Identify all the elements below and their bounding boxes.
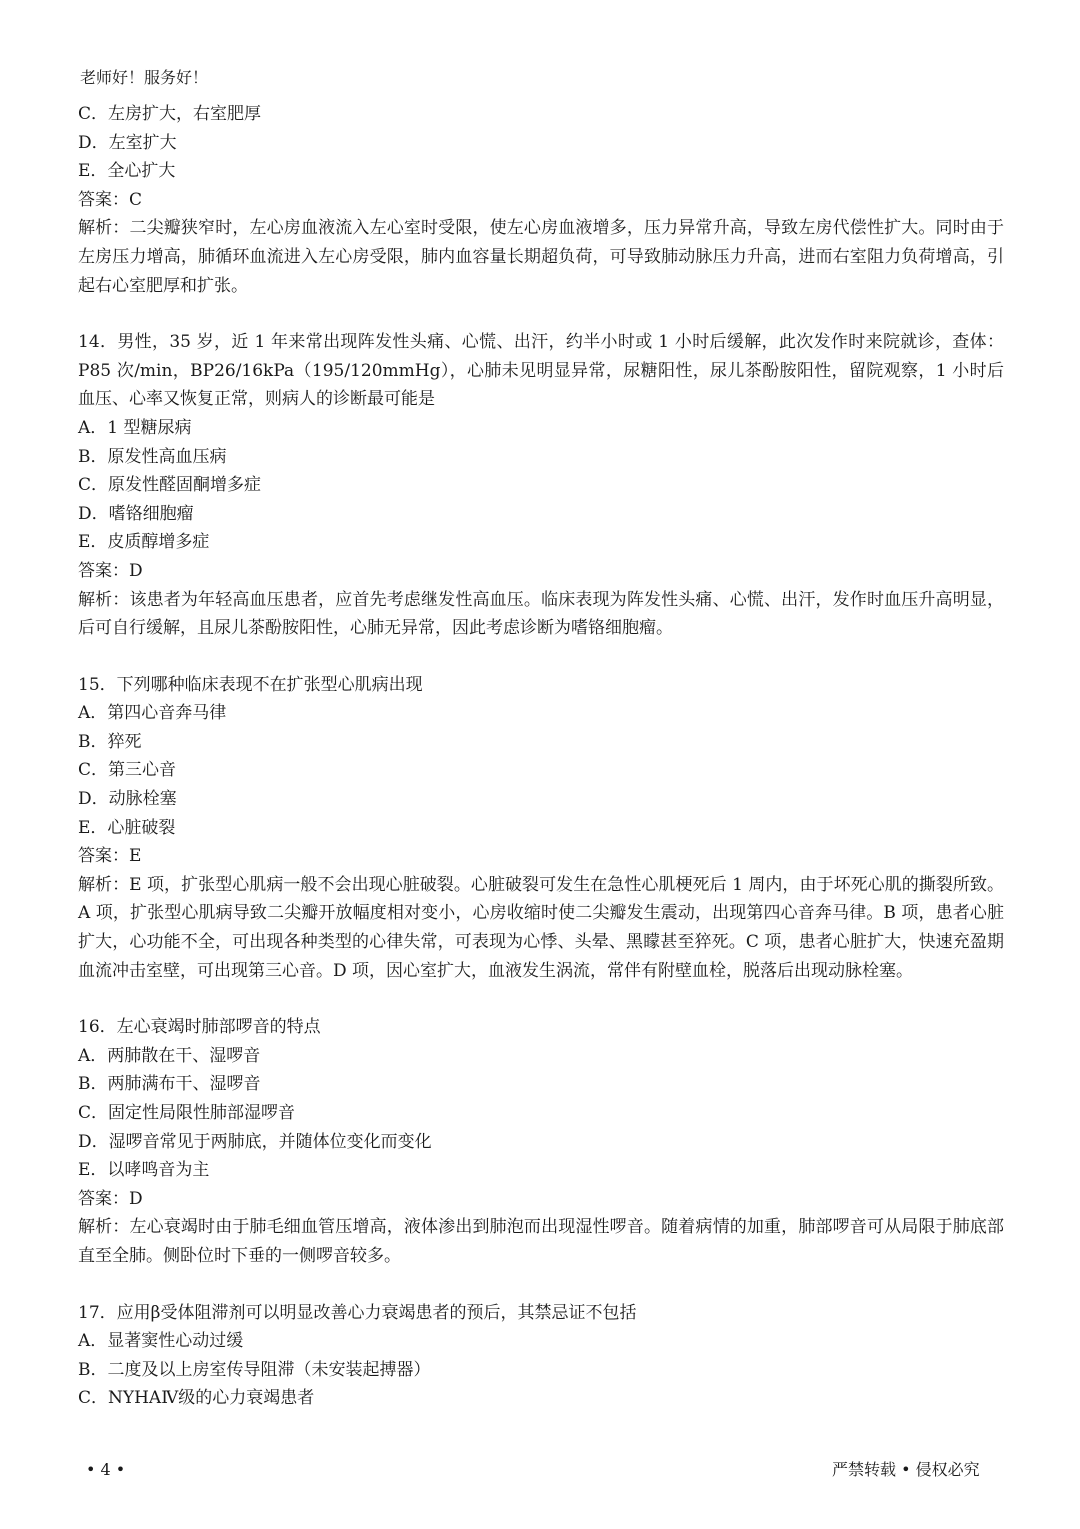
analysis-paragraph: 解析：二尖瓣狭窄时，左心房血液流入左心室时受限，使左心房血液增多，压力异常升高，导致左房代偿性扩大。同时由于左房压力增高，肺循环血流进入左心房受限，肺内血容量长期超负荷，可导致肺动脉压力升高，进而右室阻力负荷增高，引起右心室肥厚和扩张。 (78, 218, 1004, 296)
question-stem: 14．男性，35 岁，近 1 年来常出现阵发性头痛、心慌、出汗，约半小时或 1 小时后缓解，此次发作时来院就诊，查体：P85 次/min，BP26/16kPa（195/120mmHg），心肺未见明显异常，尿糖阳性，尿儿茶酚胺阳性，留院观察，1 小时后血压、心率又恢复正常，则病人的诊断最可能是 (78, 332, 1004, 410)
option-line: E．以哮鸣音为主 (78, 1160, 210, 1181)
spacer (78, 643, 1004, 671)
answer-line: 答案：D (78, 1188, 143, 1209)
option-line: D．动脉栓塞 (78, 789, 177, 810)
page-header: 老师好！服务好！ (80, 68, 209, 87)
option-line: B．猝死 (78, 731, 142, 752)
copyright-notice: 严禁转载 • 侵权必究 (832, 1460, 980, 1479)
answer-line: 答案：C (78, 189, 143, 210)
page-number: • 4 • (86, 1460, 126, 1479)
option-line: C．NYHAⅣ级的心力衰竭患者 (78, 1388, 315, 1409)
option-line: C．固定性局限性肺部湿啰音 (78, 1103, 296, 1123)
option-line: D．嗜铬细胞瘤 (78, 503, 194, 524)
question-stem: 16．左心衰竭时肺部啰音的特点 (78, 1017, 321, 1038)
option-line: C．左房扩大，右室肥厚 (78, 104, 262, 124)
spacer (78, 300, 1004, 328)
analysis-paragraph: 解析：左心衰竭时由于肺毛细血管压增高，液体渗出到肺泡而出现湿性啰音。随着病情的加重，肺部啰音可从局限于肺底部直至全肺。侧卧位时下垂的一侧啰音较多。 (78, 1217, 1004, 1266)
analysis-paragraph: 解析：E 项，扩张型心肌病一般不会出现心脏破裂。心脏破裂可发生在急性心肌梗死后 1 周内，由于坏死心肌的撕裂所致。A 项，扩张型心肌病导致二尖瓣开放幅度相对变小，心房收缩时使二尖瓣发生震动，出现第四心音奔马律。B 项，患者心脏扩大，心功能不全，可出现各种类型的心律失常，可表现为心悸、头晕、黑矇甚至猝死。C 项，患者心脏扩大，快速充盈期血流冲击室壁，可出现第三心音。D 项，因心室扩大，血液发生涡流，常伴有附壁血栓，脱落后出现动脉栓塞。 (78, 874, 1004, 981)
option-line: D．湿啰音常见于两肺底，并随体位变化而变化 (78, 1131, 432, 1152)
option-line: E．心脏破裂 (78, 817, 176, 838)
option-line: A．1 型糖尿病 (78, 417, 192, 438)
option-line: E．全心扩大 (78, 161, 176, 182)
answer-line: 答案：E (78, 846, 142, 867)
spacer (78, 1271, 1004, 1299)
option-line: A．两肺散在干、湿啰音 (78, 1045, 261, 1066)
option-line: E．皮质醇增多症 (78, 532, 210, 553)
question-content (78, 100, 1004, 1413)
option-line: A．显著窦性心动过缓 (78, 1331, 244, 1352)
option-line: A．第四心音奔马律 (78, 703, 227, 724)
option-line: D．左室扩大 (78, 132, 177, 153)
answer-line: 答案：D (78, 560, 143, 581)
spacer (78, 985, 1004, 1013)
option-line: B．两肺满布干、湿啰音 (78, 1074, 261, 1095)
question-stem: 15．下列哪种临床表现不在扩张型心肌病出现 (78, 674, 423, 695)
question-stem: 17．应用β受体阻滞剂可以明显改善心力衰竭患者的预后，其禁忌证不包括 (78, 1302, 637, 1323)
option-line: B．原发性高血压病 (78, 446, 227, 467)
analysis-paragraph: 解析：该患者为年轻高血压患者，应首先考虑继发性高血压。临床表现为阵发性头痛、心慌、出汗，发作时血压升高明显，后可自行缓解，且尿儿茶酚胺阳性，心肺无异常，因此考虑诊断为嗜铬细胞瘤。 (78, 589, 1004, 639)
option-line: C．原发性醛固酮增多症 (78, 475, 262, 496)
option-line: B．二度及以上房室传导阻滞（未安装起搏器） (78, 1359, 431, 1380)
option-line: C．第三心音 (78, 760, 177, 781)
